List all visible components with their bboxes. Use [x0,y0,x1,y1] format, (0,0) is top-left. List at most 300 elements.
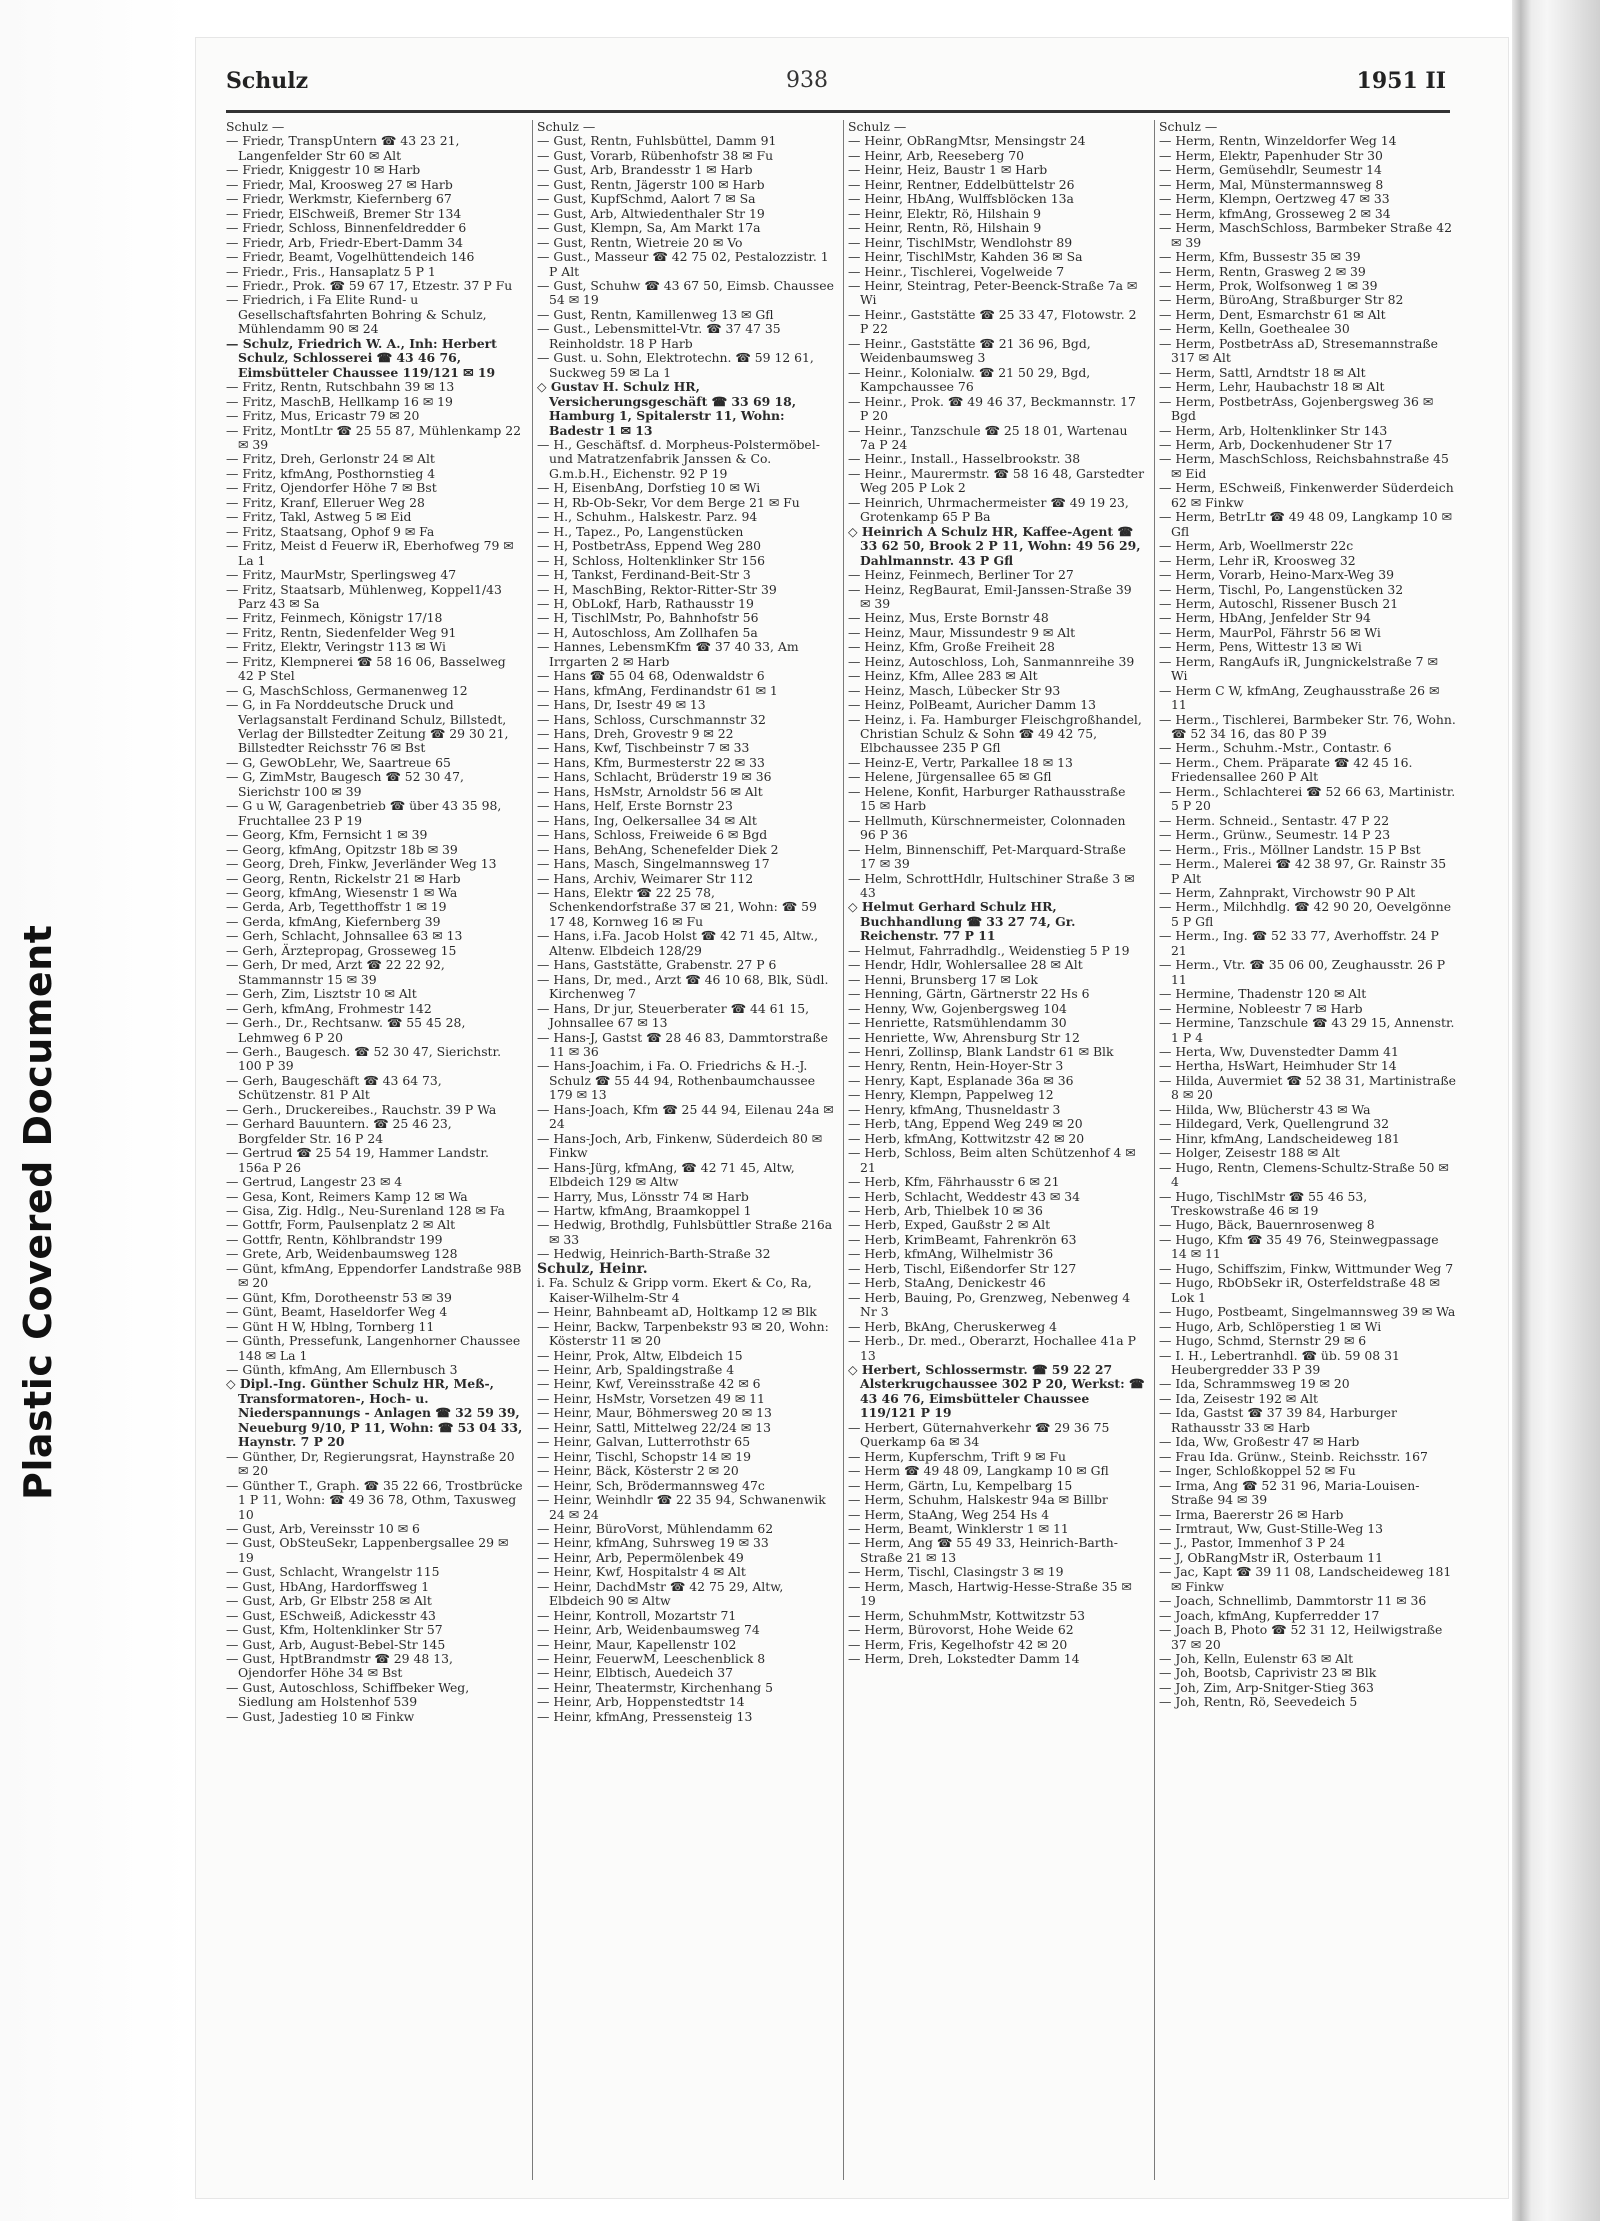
directory-entry: — Heinr, FeuerwM, Leeschenblick 8 [537,1651,766,1667]
directory-entry: — Joach, kfmAng, Kupferredder 17 [1159,1607,1380,1623]
directory-entry: — Hermine, Tanzschule ☎ 43 29 15, Annenstr. 1 P 4 [1159,1015,1455,1045]
directory-entry: — Heinr, Elektr, Rö, Hilshain 9 [848,205,1042,221]
directory-entry: — Gust, Jadestieg 10 ✉ Finkw [226,1708,415,1724]
directory-entry: — Friedr, Beamt, Vogelhüttendeich 146 [226,249,475,265]
directory-entry: — Hugo, TischlMstr ☎ 55 46 53, Treskowstraße 46 ✉ 19 [1159,1188,1368,1218]
directory-entry: — Heinr., Gaststätte ☎ 25 33 47, Flotowstr. 2 P 22 [848,306,1137,337]
directory-entry: — Gust, Rentn, Wietreie 20 ✉ Vo [537,234,743,250]
directory-entry: — G, GewObLehr, We, Saartreue 65 [226,754,451,770]
directory-entry: — Herm., Vtr. ☎ 35 06 00, Zeughausstr. 26 P 11 [1159,957,1446,987]
directory-entry: — Heinr, Backw, Tarpenbekstr 93 ✉ 20, Wohn: Kösterstr 11 ✉ 20 [537,1318,829,1349]
directory-entry: — Friedr, ElSchweiß, Bremer Str 134 [226,205,462,221]
directory-entry: — Hendr, Hdlr, Wohlersallee 28 ✉ Alt [848,957,1083,973]
directory-entry: — Heinr, Maur, Böhmersweg 20 ✉ 13 [537,1405,772,1421]
directory-entry: — Herm, Kfm, Bussestr 35 ✉ 39 [1159,249,1361,265]
directory-entry: — Gust, Vorarb, Rübenhofstr 38 ✉ Fu [537,147,774,163]
directory-entry: — Herm, Fris, Kegelhofstr 42 ✉ 20 [848,1636,1068,1652]
directory-entry: — Herm, BetrLtr ☎ 49 48 09, Langkamp 10 ✉ Gfl [1159,509,1452,539]
directory-entry: — Heinz, Kfm, Allee 283 ✉ Alt [848,668,1038,684]
directory-entry: — Herm. Schneid., Sentastr. 47 P 22 [1159,812,1390,828]
directory-entry: — Herm., Schlachterei ☎ 52 66 63, Martinistr. 5 P 20 [1159,783,1456,814]
directory-entry: — Herb., Dr. med., Oberarzt, Hochallee 41a P 13 [848,1333,1136,1363]
directory-entry: — Hans, Dreh, Grovestr 9 ✉ 22 [537,726,734,742]
directory-entry: — Hugo, Bäck, Bauernrosenweg 8 [1159,1217,1375,1233]
directory-entry: — Heinr, HbAng, Wulffsblöcken 13a [848,191,1074,207]
directory-entry: — Gust, Arb, Brandesstr 1 ✉ Harb [537,162,753,178]
directory-entry: — Helmut, Fahrradhdlg., Weidenstieg 5 P 19 [848,942,1130,958]
directory-entry: — Heinz, i. Fa. Hamburger Fleischgroßhandel, Christian Schulz & Sohn ☎ 49 42 75, Elbchaussee 235 P Gfl [848,711,1142,756]
directory-entry: — Heinr, Sch, Brödermannsweg 47c [537,1477,765,1493]
directory-entry: — Herb, Kfm, Fährhausstr 6 ✉ 21 [848,1174,1060,1190]
directory-entry: — Joach B, Photo ☎ 52 31 12, Heilwigstraße 37 ✉ 20 [1159,1622,1443,1652]
directory-entry: — Heinr, Prok, Altw, Elbdeich 15 [537,1347,743,1363]
directory-entry: — Günther, Dr, Regierungsrat, Haynstraße 20 ✉ 20 [226,1448,515,1479]
directory-entry: — Fritz, MontLtr ☎ 25 55 87, Mühlenkamp 22 ✉ 39 [226,422,522,452]
directory-entry: — Hans, Gaststätte, Grabenstr. 27 P 6 [537,957,777,973]
column-1 [226,120,523,2180]
column-heading: Schulz — [226,120,285,134]
directory-entry: — Hildegard, Verk, Quellengrund 32 [1159,1116,1389,1132]
directory-entry: — Herb, BkAng, Cheruskerweg 4 [848,1318,1058,1334]
directory-entry: — Heinz-E, Vertr, Parkallee 18 ✉ 13 [848,754,1073,770]
directory-entry: — Hans, Ing, Oelkersallee 34 ✉ Alt [537,812,757,828]
directory-entry: — Gertrud, Langestr 23 ✉ 4 [226,1174,403,1190]
directory-entry: — Fritz, Staatsarb, Mühlenweg, Koppel1/43 Parz 43 ✉ Sa [226,581,502,611]
directory-entry: — Heinr, Kwf, Vereinsstraße 42 ✉ 6 [537,1376,761,1392]
directory-entry: — Günt H W, Hblng, Tornberg 11 [226,1318,435,1334]
directory-entry: — Heinr, Kontroll, Mozartstr 71 [537,1607,737,1623]
directory-entry: — H, PostbetrAss, Eppend Weg 280 [537,538,762,554]
directory-entry: — Helm, SchrottHdlr, Hultschiner Straße 3 ✉ 43 [848,870,1135,901]
directory-entry: — Herm, Elektr, Papenhuder Str 30 [1159,147,1383,163]
directory-entry: — Ida, Ww, Großestr 47 ✉ Harb [1159,1434,1360,1450]
directory-entry: Schulz, Heinr. [537,1260,648,1277]
directory-entry: — H., Tapez., Po, Langenstücken [537,523,744,539]
directory-entry: — Fritz, Mus, Ericastr 79 ✉ 20 [226,408,420,424]
directory-entry: — Herm, Lehr iR, Kroosweg 32 [1159,552,1356,568]
directory-entry: — Irma, Baererstr 26 ✉ Harb [1159,1506,1344,1522]
directory-entry: — Herbert, Güternahverkehr ☎ 29 36 75 Querkamp 6a ✉ 34 [848,1419,1110,1450]
directory-entry: — Heinr, Kwf, Hospitalstr 4 ✉ Alt [537,1564,746,1580]
directory-entry: — Hans-J, Gastst ☎ 28 46 83, Dammtorstraße 11 ✉ 36 [537,1029,828,1059]
directory-entry: — Herm, Tischl, Clasingstr 3 ✉ 19 [848,1564,1064,1580]
directory-entry: — Hellmuth, Kürschnermeister, Colonnaden 96 P 36 [848,812,1126,843]
directory-entry: — Hermine, Thadenstr 120 ✉ Alt [1159,986,1367,1002]
directory-entry: — Heinr, Rentn, Rö, Hilshain 9 [848,220,1042,236]
directory-entry: — Heinr., Tischlerei, Vogelweide 7 [848,263,1065,279]
directory-entry: — Herm, Gemüsehdlr, Seumestr 14 [1159,162,1382,178]
directory-entry: — Friedr, Arb, Friedr-Ebert-Damm 34 [226,234,463,250]
directory-entry: — Gust, Klempn, Sa, Am Markt 17a [537,220,761,236]
header-year: 1951 II [1356,68,1446,94]
directory-entry: — Günth, kfmAng, Am Ellernbusch 3 [226,1361,458,1377]
directory-entry: — Herta, Ww, Duvenstedter Damm 41 [1159,1044,1399,1059]
directory-entry: — Herm, Vorarb, Heino-Marx-Weg 39 [1159,567,1395,583]
directory-entry: — Friedr, Kniggestr 10 ✉ Harb [226,162,421,178]
directory-entry: — Gust, Autoschloss, Schiffbeker Weg, Siedlung am Holstenhof 539 [226,1679,470,1710]
directory-entry: — Georg, Kfm, Fernsicht 1 ✉ 39 [226,827,428,843]
directory-entry: — Herb, kfmAng, Kottwitzstr 42 ✉ 20 [848,1130,1085,1146]
directory-entry: — Frau Ida. Grünw., Steinb. Reichsstr. 167 [1159,1448,1428,1464]
directory-entry: — Heinr., Prok. ☎ 49 46 37, Beckmannstr. 17 P 20 [848,393,1136,424]
directory-entry: — Hans, HsMstr, Arnoldstr 56 ✉ Alt [537,783,763,799]
directory-entry: — Friedr, TranspUntern ☎ 43 23 21, Langenfelder Str 60 ✉ Alt [226,133,460,163]
directory-entry: — Herm., Schuhm.-Mstr., Contastr. 6 [1159,740,1392,756]
directory-entry: — Heinr, Arb, Spaldingstraße 4 [537,1361,735,1377]
directory-entry: — H, Rb-Ob-Sekr, Vor dem Berge 21 ✉ Fu [537,494,800,510]
directory-page [196,38,1508,2198]
directory-entry: — H, Schloss, Holtenklinker Str 156 [537,552,766,568]
directory-entry: — Heinz, RegBaurat, Emil-Janssen-Straße 39 ✉ 39 [848,581,1132,611]
directory-entry: — Hans, Schloss, Curschmannstr 32 [537,711,766,727]
directory-entry: — Hugo, Rentn, Clemens-Schultz-Straße 50 ✉ 4 [1159,1159,1449,1190]
directory-entry: — Herm, MaurPol, Fährstr 56 ✉ Wi [1159,624,1381,640]
directory-entry: — Friedrich, i Fa Elite Rund- u Gesellschaftsfahrten Bohring & Schulz, Mühlendamm 90 ✉ 24 [226,292,487,337]
directory-entry: — Herm, Prok, Wolfsonweg 1 ✉ 39 [1159,277,1378,293]
directory-entry: — Heinr., Gaststätte ☎ 21 36 96, Bgd, Weidenbaumsweg 3 [848,335,1091,366]
directory-entry: — Fritz, Klempnerei ☎ 58 16 06, Basselweg 42 P Stel [226,653,506,684]
directory-entry: — Helene, Konfit, Harburger Rathausstraße 15 ✉ Harb [848,783,1126,814]
directory-entry: — Herm, Klempn, Oertzweg 47 ✉ 33 [1159,191,1390,207]
directory-entry: — G, ZimMstr, Baugesch ☎ 52 30 47, Sierichstr 100 ✉ 39 [226,769,464,799]
directory-entry: — Fritz, kfmAng, Posthornstieg 4 [226,465,436,481]
directory-entry: — Herm, Beamt, Winklerstr 1 ✉ 11 [848,1520,1069,1536]
directory-entry: — Herm, RangAufs iR, Jungnickelstraße 7 ✉ Wi [1159,653,1438,684]
directory-entry: — Henri, Zollinsp, Blank Landstr 61 ✉ Blk [848,1044,1114,1059]
directory-entry: — Herm, Kupferschm, Trift 9 ✉ Fu [848,1448,1067,1464]
directory-entry: — Gerhard Bauuntern. ☎ 25 46 23, Borgfelder Str. 16 P 24 [226,1116,452,1146]
directory-entry: — Henning, Gärtn, Gärtnerstr 22 Hs 6 [848,986,1090,1002]
directory-entry: — Heinr, Bäck, Kösterstr 2 ✉ 20 [537,1463,739,1479]
directory-entry: — H, ObLokf, Harb, Rathausstr 19 [537,595,754,611]
directory-entry: — H, TischlMstr, Po, Bahnhofstr 56 [537,610,759,626]
directory-entry: — Gerda, kfmAng, Kiefernberg 39 [226,913,441,929]
directory-entry: — Herb, Tischl, Eißendorfer Str 127 [848,1260,1077,1276]
directory-entry: — Herm, kfmAng, Grosseweg 2 ✉ 34 [1159,205,1391,221]
directory-entry: — Heinr, Galvan, Lutterrothstr 65 [537,1434,751,1450]
directory-entry: — Gerh, kfmAng, Frohmestr 142 [226,1000,432,1016]
directory-entry: — Herm, ESchweiß, Finkenwerder Süderdeich 62 ✉ Finkw [1159,480,1454,510]
directory-entry: — Gust, KupfSchmd, Aalort 7 ✉ Sa [537,191,756,207]
directory-entry: — Gerh., Dr., Rechtsanw. ☎ 55 45 28, Lehmweg 6 P 20 [226,1015,466,1045]
directory-entry: — Hans, BehAng, Schenefelder Diek 2 [537,841,779,857]
directory-entry: — Heinr, TischlMstr, Kahden 36 ✉ Sa [848,249,1083,265]
directory-entry: — Gust, HptBrandmstr ☎ 29 48 13, Ojendorfer Höhe 34 ✉ Bst [226,1651,453,1681]
directory-entry: — Hans, Elektr ☎ 22 25 78, Schenkendorfstraße 37 ✉ 21, Wohn: ☎ 59 17 48, Kornweg 16 ✉ Fu [537,885,817,929]
directory-entry: — Heinr, Sattl, Mittelweg 22/24 ✉ 13 [537,1419,771,1435]
directory-entry: — Herm, Arb, Woellmerstr 22c [1159,538,1354,554]
side-label: Plastic Covered Document [16,924,60,1500]
directory-entry: — Gust, Kfm, Holtenklinker Str 57 [226,1622,443,1638]
directory-entry: — Heinz, Maur, Missundestr 9 ✉ Alt [848,624,1076,640]
directory-entry: — J., Pastor, Immenhof 3 P 24 [1159,1535,1346,1551]
directory-entry: — Helm, Binnenschiff, Pet-Marquard-Straße 17 ✉ 39 [848,841,1126,872]
directory-entry: — Hannes, LebensmKfm ☎ 37 40 33, Am Irrgarten 2 ✉ Harb [537,639,799,669]
scan-right-edge [1512,0,1600,2221]
directory-entry: — Heinr, Elbtisch, Auedeich 37 [537,1665,733,1681]
directory-entry: — Hans-Joach, Kfm ☎ 25 44 94, Eilenau 24a ✉ 24 [537,1101,834,1132]
column-divider [1154,120,1155,2180]
directory-entry: — Heinr, Bahnbeamt aD, Holtkamp 12 ✉ Blk [537,1304,817,1320]
directory-entry: — Heinr., Kolonialw. ☎ 21 50 29, Bgd, Kampchaussee 76 [848,364,1091,395]
directory-entry: — Heinr, Arb, Pepermölenbek 49 [537,1549,744,1565]
directory-entry: — Helene, Jürgensallee 65 ✉ Gfl [848,769,1052,785]
directory-entry: — Herb, Schloss, Beim alten Schützenhof 4 ✉ 21 [848,1145,1136,1175]
directory-entry: — Heinr, BüroVorst, Mühlendamm 62 [537,1520,774,1536]
directory-entry: — Gerh, Ärztepropag, Grosseweg 15 [226,942,457,958]
directory-entry: — Herm, StaAng, Weg 254 Hs 4 [848,1506,1050,1522]
directory-entry: — Hugo, Schiffszim, Finkw, Wittmunder Weg 7 [1159,1260,1454,1276]
directory-entry: — Heinrich, Uhrmachermeister ☎ 49 19 23, Grotenkamp 65 P Ba [848,494,1129,525]
directory-entry: — G u W, Garagenbetrieb ☎ über 43 35 98, Fruchtallee 23 P 19 [226,798,502,828]
directory-entry: — Gertrud ☎ 25 54 19, Hammer Landstr. 156a P 26 [226,1145,489,1175]
directory-entry: — Hans-Joachim, i Fa. O. Friedrichs & H.-J. Schulz ☎ 55 44 94, Rothenbaumchaussee 179 ✉ 13 [537,1058,816,1103]
directory-entry: — Herm., Ing. ☎ 52 33 77, Averhoffstr. 24 P 21 [1159,928,1439,958]
directory-entry: — Heinr, DachdMstr ☎ 42 75 29, Altw, Elbdeich 90 ✉ Altw [537,1578,784,1609]
directory-entry: — Hilda, Ww, Blücherstr 43 ✉ Wa [1159,1101,1371,1117]
directory-entry: — Herm, Rentn, Winzeldorfer Weg 14 [1159,133,1397,149]
directory-entry: — H., Geschäftsf. d. Morpheus-Polstermöbel- und Matratzenfabrik Janssen & Co. G.m.b.H., Eichenstr. 92 P 19 [537,436,820,481]
directory-entry: — Gisa, Zig. Hdlg., Neu-Surenland 128 ✉ Fa [226,1202,505,1218]
directory-entry: — Gust. u. Sohn, Elektrotechn. ☎ 59 12 61, Suckweg 59 ✉ La 1 [537,350,814,380]
directory-entry: — Heinr, Tischl, Schopstr 14 ✉ 19 [537,1448,751,1464]
directory-entry: ◇ Heinrich A Schulz HR, Kaffee-Agent ☎ 33 62 50, Brook 2 P 11, Wohn: 49 56 29, Dahlmannstr. 43 P Gfl [848,523,1141,568]
directory-entry: — Gerh., Baugesch. ☎ 52 30 47, Sierichstr. 100 P 39 [226,1044,502,1074]
directory-entry: — Gust, ESchweiß, Adickesstr 43 [226,1607,436,1623]
directory-entry: — Hinr, kfmAng, Landscheideweg 181 [1159,1130,1400,1146]
directory-entry: — Gesa, Kont, Reimers Kamp 12 ✉ Wa [226,1188,468,1204]
directory-entry: ◇ Herbert, Schlossermstr. ☎ 59 22 27 Alsterkrugchaussee 302 P 20, Werkst: ☎ 43 46 76, Eimsbütteler Chaussee 119/121 P 19 [848,1361,1145,1421]
directory-entry: — Heinr, Weinhdlr ☎ 22 35 94, Schwanenwik 24 ✉ 24 [537,1492,826,1522]
directory-entry: — Heinz, Autoschloss, Loh, Sanmannreihe 39 [848,653,1135,669]
column-heading: Schulz — [537,120,596,134]
directory-entry: — Hans, Masch, Singelmannsweg 17 [537,856,770,872]
directory-entry: — Hans, Dr, med., Arzt ☎ 46 10 68, Blk, Südl. Kirchenweg 7 [537,971,829,1002]
directory-entry: — Gust, Arb, Vereinsstr 10 ✉ 6 [226,1520,420,1536]
directory-entry: — Hugo, Postbeamt, Singelmannsweg 39 ✉ Wa [1159,1304,1456,1320]
directory-entry: — Fritz, Staatsang, Ophof 9 ✉ Fa [226,523,435,539]
directory-entry: — Fritz, Kranf, Elleruer Weg 28 [226,494,425,510]
directory-entry: — Herm, Dent, Esmarchstr 61 ✉ Alt [1159,306,1386,322]
directory-entry: — Günt, kfmAng, Eppendorfer Landstraße 98B ✉ 20 [226,1260,522,1291]
column-heading: Schulz — [1159,120,1218,134]
directory-entry: — Herm, Autoschl, Rissener Busch 21 [1159,595,1399,611]
directory-entry: — Heinr, Rentner, Eddelbüttelstr 26 [848,176,1075,192]
directory-entry: — H, Tankst, Ferdinand-Beit-Str 3 [537,567,751,583]
directory-entry: — Hugo, Arb, Schlöperstieg 1 ✉ Wi [1159,1318,1382,1334]
directory-entry: — Hartw, kfmAng, Braamkoppel 1 [537,1202,752,1218]
directory-entry: i. Fa. Schulz & Gripp vorm. Ekert & Co, Ra, Kaiser-Wilhelm-Str 4 [537,1275,812,1305]
directory-entry: — Herm, Arb, Dockenhudener Str 17 [1159,436,1393,452]
directory-entry: — J, ObRangMstr iR, Osterbaum 11 [1159,1549,1384,1565]
directory-entry: — Hans, Dr, Isestr 49 ✉ 13 [537,697,706,713]
directory-entry: — Fritz, Elektr, Veringstr 113 ✉ Wi [226,639,446,655]
directory-entry: — Gerh, Dr med, Arzt ☎ 22 22 92, Stammannstr 15 ✉ 39 [226,957,445,987]
directory-entry: — Fritz, Dreh, Gerlonstr 24 ✉ Alt [226,451,435,467]
column-4 [1159,120,1456,2180]
directory-entry: — Heinr, kfmAng, Pressensteig 13 [537,1708,753,1724]
directory-entry: — Henry, kfmAng, Thusneldastr 3 [848,1101,1061,1117]
directory-entry: — Heinz, Masch, Lübecker Str 93 [848,682,1061,698]
directory-entry: — Hans ☎ 55 04 68, Odenwaldstr 6 [537,668,765,684]
directory-entry: — Herm, Schuhm, Halskestr 94a ✉ Billbr [848,1492,1108,1508]
directory-entry: — Schulz, Friedrich W. A., Inh: Herbert Schulz, Schlosserei ☎ 43 46 76, Eimsbütteler Chaussee 119/121 ✉ 19 [226,335,497,380]
page-header [226,68,1446,114]
directory-entry: — Hans, Kwf, Tischbeinstr 7 ✉ 33 [537,740,750,756]
directory-entry: — Friedr, Mal, Kroosweg 27 ✉ Harb [226,176,453,192]
directory-entry: — Herm, Sattl, Arndtstr 18 ✉ Alt [1159,364,1366,380]
directory-entry: — Hans, Helf, Erste Bornstr 23 [537,798,733,814]
directory-entry: — Herb, tAng, Eppend Weg 249 ✉ 20 [848,1116,1083,1132]
directory-entry: — Joh, Zim, Arp-Snitger-Stieg 363 [1159,1679,1374,1695]
directory-entry: — I. H., Lebertranhdl. ☎ üb. 59 08 31 Heubergredder 33 P 39 [1159,1347,1400,1377]
columns [226,120,1456,2180]
directory-entry: — Irmtraut, Ww, Gust-Stille-Weg 13 [1159,1520,1384,1536]
directory-entry: — Herb, Exped, Gaußstr 2 ✉ Alt [848,1217,1051,1233]
directory-entry: ◇ Gustav H. Schulz HR, Versicherungsgeschäft ☎ 33 69 18, Hamburg 1, Spitalerstr 11, Wohn: Badestr 1 ✉ 13 [537,379,797,438]
directory-entry: — Herm., Chem. Präparate ☎ 42 45 16. Friedensallee 260 P Alt [1159,754,1413,785]
directory-entry: — Herm, Gärtn, Lu, Kempelbarg 15 [848,1477,1073,1493]
directory-entry: — Gottfr, Rentn, Köhlbrandstr 199 [226,1231,443,1247]
directory-entry: — Herm, HbAng, Jenfelder Str 94 [1159,610,1371,626]
directory-entry: — Fritz, Rentn, Siedenfelder Weg 91 [226,624,457,640]
directory-entry: — Herb, Schlacht, Weddestr 43 ✉ 34 [848,1188,1080,1204]
directory-entry: — Joach, Schnellimb, Dammtorstr 11 ✉ 36 [1159,1593,1427,1609]
column-divider [532,120,533,2180]
directory-entry: — Hans-Jürg, kfmAng, ☎ 42 71 45, Altw, Elbdeich 129 ✉ Altw [537,1159,795,1190]
directory-entry: — Hilda, Auvermiet ☎ 52 38 31, Martinistraße 8 ✉ 20 [1159,1072,1456,1103]
directory-entry: — Günth, Pressefunk, Langenhorner Chaussee 148 ✉ La 1 [226,1333,521,1363]
directory-entry: — Friedr, Werkmstr, Kiefernberg 67 [226,191,452,207]
directory-entry: — Herm., Fris., Möllner Landstr. 15 P Bst [1159,841,1421,857]
directory-entry: — Gust, Schuhw ☎ 43 67 50, Eimsb. Chaussee 54 ✉ 19 [537,277,834,308]
directory-entry: — Gust, Rentn, Fuhlsbüttel, Damm 91 [537,133,777,149]
header-name: Schulz [226,68,309,94]
column-heading: Schulz — [848,120,907,134]
directory-entry: — Inger, Schloßkoppel 52 ✉ Fu [1159,1463,1356,1479]
directory-entry: — Gottfr, Form, Paulsenplatz 2 ✉ Alt [226,1217,456,1233]
directory-entry: — Gerh., Druckereibes., Rauchstr. 39 P Wa [226,1101,497,1117]
directory-entry: — Günt, Kfm, Dorotheenstr 53 ✉ 39 [226,1289,452,1305]
directory-entry: — Herm, Pens, Wittestr 13 ✉ Wi [1159,639,1362,655]
directory-entry: — Heinz, Kfm, Große Freiheit 28 [848,639,1055,655]
directory-entry: — Hans-Joch, Arb, Finkenw, Süderdeich 80 ✉ Finkw [537,1130,823,1161]
directory-entry: — Joh, Bootsb, Caprivistr 23 ✉ Blk [1159,1665,1377,1681]
directory-entry: — Henni, Brunsberg 17 ✉ Lok [848,971,1038,987]
directory-entry: — Gust, Rentn, Kamillenweg 13 ✉ Gfl [537,306,774,322]
directory-entry: — Ida, Gastst ☎ 37 39 84, Harburger Rathausstr 33 ✉ Harb [1159,1405,1397,1435]
directory-entry: — Heinz, Feinmech, Berliner Tor 27 [848,567,1074,583]
directory-entry: — Heinr, Arb, Hoppenstedtstr 14 [537,1694,745,1710]
directory-entry: — Hans, Kfm, Burmesterstr 22 ✉ 33 [537,754,765,770]
directory-entry: — Jac, Kapt ☎ 39 11 08, Landscheideweg 181 ✉ Finkw [1159,1564,1452,1594]
column-divider [843,120,844,2180]
directory-entry: — G, MaschSchloss, Germanenweg 12 [226,682,468,698]
directory-entry: — Gust., Masseur ☎ 42 75 02, Pestalozzistr. 1 P Alt [537,249,829,279]
directory-entry: — Harry, Mus, Lönsstr 74 ✉ Harb [537,1188,749,1204]
directory-entry: — Gerh, Baugeschäft ☎ 43 64 73, Schützenstr. 81 P Alt [226,1072,442,1103]
directory-entry: — Gust., Lebensmittel-Vtr. ☎ 37 47 35 Reinholdstr. 18 P Harb [537,321,781,351]
directory-entry: — Gust, Arb, Gr Elbstr 258 ✉ Alt [226,1593,432,1609]
directory-entry: — Herm, Mal, Münstermannsweg 8 [1159,176,1384,192]
directory-entry: — Grete, Arb, Weidenbaumsweg 128 [226,1246,458,1262]
directory-entry: — Hugo, RbObSekr iR, Osterfeldstraße 48 ✉ Lok 1 [1159,1275,1440,1305]
directory-entry: — Hans, kfmAng, Ferdinandstr 61 ✉ 1 [537,682,778,698]
directory-entry: — Heinz, PolBeamt, Auricher Damm 13 [848,697,1096,713]
directory-entry: — Gust, Arb, Altwiedenthaler Str 19 [537,205,765,221]
directory-entry: — Fritz, Rentn, Rutschbahn 39 ✉ 13 [226,379,455,395]
directory-entry: — Herb, KrimBeamt, Fahrenkrön 63 [848,1231,1077,1247]
directory-entry: ◇ Dipl.-Ing. Günther Schulz HR, Meß-, Transformatoren-, Hoch- u. Niederspannungs - Anlagen ☎ 32 59 39, Neueburg 9/10, P 11, Wohn: ☎ 53 04 33, Haynstr. 7 P 20 [226,1376,523,1450]
directory-entry: — Günt, Beamt, Haseldorfer Weg 4 [226,1304,448,1320]
directory-entry: — Fritz, MaurMstr, Sperlingsweg 47 [226,567,457,583]
directory-entry: — Herm ☎ 49 48 09, Langkamp 10 ✉ Gfl [848,1463,1109,1479]
directory-entry: — Herm, PostbetrAss aD, Stresemannstraße 317 ✉ Alt [1159,335,1438,366]
directory-entry: — H, MaschBing, Rektor-Ritter-Str 39 [537,581,777,597]
directory-entry: — Herm, MaschSchloss, Barmbeker Straße 42 ✉ 39 [1159,220,1453,250]
directory-entry: — Herm C W, kfmAng, Zeughausstraße 26 ✉ 11 [1159,682,1440,713]
directory-entry: — Herb, Bauing, Po, Grenzweg, Nebenweg 4 Nr 3 [848,1289,1131,1320]
directory-entry: — Gerh, Zim, Lisztstr 10 ✉ Alt [226,986,417,1002]
directory-entry: — Irma, Ang ☎ 52 31 96, Maria-Louisen-Straße 94 ✉ 39 [1159,1477,1420,1508]
directory-entry: — Hans, Schloss, Freiweide 6 ✉ Bgd [537,827,768,843]
directory-entry: — Hedwig, Heinrich-Barth-Straße 32 [537,1246,771,1262]
directory-entry: — Hans, Dr jur, Steuerberater ☎ 44 61 15, Johnsallee 67 ✉ 13 [537,1000,810,1031]
directory-entry: — Fritz, Feinmech, Königstr 17/18 [226,610,443,626]
directory-entry: — Hans, Schlacht, Brüderstr 19 ✉ 36 [537,769,772,785]
directory-entry: — Hugo, Kfm ☎ 35 49 76, Steinwegpassage 14 ✉ 11 [1159,1231,1439,1262]
directory-entry: — Gust, HbAng, Hardorffsweg 1 [226,1578,430,1594]
directory-entry: — Henry, Rentn, Hein-Hoyer-Str 3 [848,1058,1064,1074]
directory-entry: — Herm, Masch, Hartwig-Hesse-Straße 35 ✉ 19 [848,1578,1132,1609]
directory-entry: — Heinr, HsMstr, Vorsetzen 49 ✉ 11 [537,1390,765,1406]
column-3 [848,120,1145,2180]
directory-entry: — Georg, Rentn, Rickelstr 21 ✉ Harb [226,870,461,886]
page-number: 938 [786,68,828,93]
directory-entry: — Holger, Zeisestr 188 ✉ Alt [1159,1145,1340,1161]
directory-entry: — Heinr, Steintrag, Peter-Beenck-Straße 7a ✉ Wi [848,277,1138,308]
directory-entry: — Henny, Ww, Gojenbergsweg 104 [848,1000,1067,1016]
directory-entry: — Heinr, Theatermstr, Kirchenhang 5 [537,1679,774,1695]
directory-entry: — H, EisenbAng, Dorfstieg 10 ✉ Wi [537,480,761,496]
directory-entry: — Herb, StaAng, Denickestr 46 [848,1275,1046,1291]
directory-entry: — Herm, Kelln, Goethealee 30 [1159,321,1350,337]
directory-entry: — Herm, Lehr, Haubachstr 18 ✉ Alt [1159,379,1385,395]
directory-entry: — Georg, kfmAng, Opitzstr 18b ✉ 39 [226,841,458,857]
directory-entry: — Ida, Schrammsweg 19 ✉ 20 [1159,1376,1350,1392]
directory-entry: — Heinr., Maurermstr. ☎ 58 16 48, Garstedter Weg 205 P Lok 2 [848,465,1145,496]
directory-entry: — Herm., Milchhdlg. ☎ 42 90 20, Oevelgönne 5 P Gfl [1159,899,1452,929]
directory-entry: — Herm, Dreh, Lokstedter Damm 14 [848,1651,1080,1667]
directory-entry: — Hedwig, Brothdlg, Fuhlsbüttler Straße 216a ✉ 33 [537,1217,833,1247]
directory-entry: — Herm., Tischlerei, Barmbeker Str. 76, Wohn. ☎ 52 34 16, das 80 P 39 [1159,711,1456,742]
directory-entry: — Heinr, kfmAng, Suhrsweg 19 ✉ 33 [537,1535,769,1551]
directory-entry: — Georg, kfmAng, Wiesenstr 1 ✉ Wa [226,885,458,901]
directory-entry: — Hugo, Schmd, Sternstr 29 ✉ 6 [1159,1333,1367,1349]
directory-entry: — Hermine, Nobleestr 7 ✉ Harb [1159,1000,1363,1016]
directory-entry: — H, Autoschloss, Am Zollhafen 5a [537,624,758,640]
directory-entry: — Henriette, Ww, Ahrensburg Str 12 [848,1029,1080,1045]
directory-entry: — Herm, PostbetrAss, Gojenbergsweg 36 ✉ Bgd [1159,393,1434,424]
column-2 [537,120,834,2180]
directory-entry: — Henry, Kapt, Esplanade 36a ✉ 36 [848,1072,1074,1088]
directory-entry: — Herm, Tischl, Po, Langenstücken 32 [1159,581,1404,597]
directory-entry: — Fritz, Takl, Astweg 5 ✉ Eid [226,509,412,525]
directory-entry: — Heinr, ObRangMtsr, Mensingstr 24 [848,133,1086,149]
directory-entry: — Herm, Rentn, Grasweg 2 ✉ 39 [1159,263,1366,279]
directory-entry: — Herm., Malerei ☎ 42 38 97, Gr. Rainstr 35 P Alt [1159,856,1447,886]
directory-entry: — Gust, Rentn, Jägerstr 100 ✉ Harb [537,176,765,192]
